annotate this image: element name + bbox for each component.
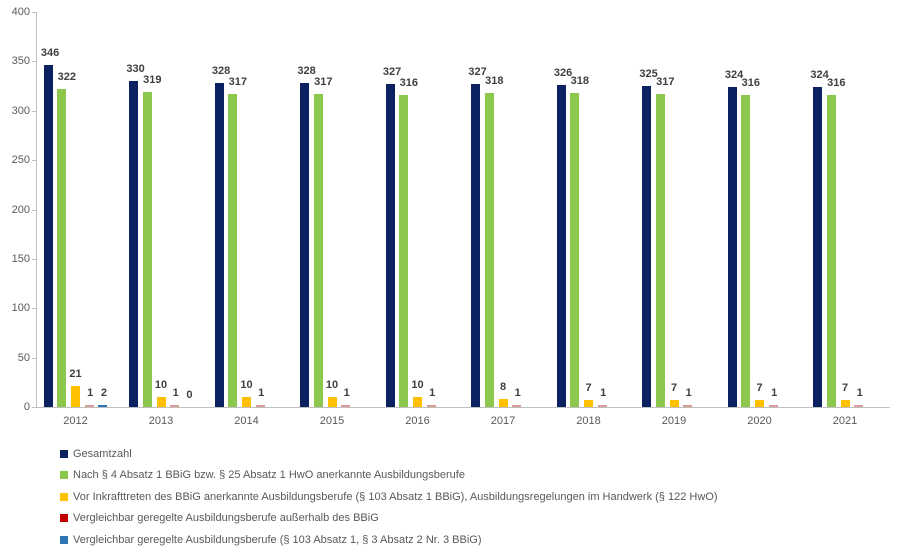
bar: [143, 92, 152, 407]
bar: [841, 400, 850, 407]
bar-value-label: 330: [126, 63, 145, 75]
legend-item: [60, 508, 717, 530]
bar-value-label: 1: [514, 387, 521, 399]
x-axis-category-label: 2017: [490, 415, 516, 427]
bar: [215, 83, 224, 407]
y-axis-tick: [32, 259, 36, 260]
bar: [242, 397, 251, 407]
y-axis-tick: [32, 160, 36, 161]
bar-value-label: 326: [553, 67, 573, 79]
y-axis-tick-label: 250: [11, 154, 30, 167]
bar: [386, 84, 395, 407]
bar-value-label: 317: [228, 76, 247, 88]
bar: [256, 405, 265, 407]
bar: [413, 397, 422, 407]
bar-value-label: 316: [399, 77, 418, 89]
bar: [300, 83, 309, 407]
bar: [557, 85, 566, 407]
bar-value-label: 2: [100, 387, 107, 399]
bar: [328, 397, 337, 407]
bar: [656, 94, 665, 407]
bar-value-label: 328: [297, 65, 316, 77]
bar: [769, 405, 778, 407]
legend-item: [60, 529, 717, 551]
bar-value-label: 319: [143, 74, 162, 86]
bar: [642, 86, 651, 407]
bar-value-label: 316: [827, 77, 846, 89]
bar-value-label: 1: [172, 387, 179, 399]
bar-value-label: 318: [570, 75, 589, 87]
y-axis-tick-label: 350: [11, 55, 30, 68]
x-axis-category-label: 2013: [148, 415, 174, 427]
bar: [741, 95, 750, 407]
bar: [85, 405, 94, 407]
bar-value-label: 7: [585, 382, 592, 394]
legend-item: [60, 465, 717, 487]
y-axis-tick-label: 400: [11, 6, 30, 18]
bar: [314, 94, 323, 407]
y-axis-line: [36, 12, 37, 408]
y-axis-tick-label: 200: [11, 203, 30, 216]
bar: [755, 400, 764, 407]
x-axis-category-label: 2015: [319, 415, 345, 427]
bar-value-label: 10: [154, 379, 168, 391]
bar: [813, 87, 822, 407]
bar: [499, 399, 508, 407]
legend-label: Gesamtzahl: [73, 447, 132, 460]
bar: [728, 87, 737, 407]
x-axis-category-label: 2014: [234, 415, 259, 427]
x-axis-category-label: 2018: [576, 415, 601, 427]
bar-value-label: 1: [600, 387, 607, 399]
legend-swatch: [60, 493, 68, 501]
bar: [570, 93, 579, 407]
bar-value-label: 10: [240, 379, 253, 391]
bar: [44, 65, 53, 407]
bar: [598, 405, 607, 407]
legend-label: Vergleichbar geregelte Ausbildungsberufe außerhalb des BBiG: [73, 512, 379, 525]
legend-label: Nach § 4 Absatz 1 BBiG bzw. § 25 Absatz 1 HwO anerkannte Ausbildungsberufe: [73, 469, 465, 482]
bar-value-label: 1: [429, 387, 436, 399]
legend-swatch: [60, 536, 68, 544]
bar-value-label: 10: [411, 379, 424, 391]
bar-value-label: 324: [724, 69, 744, 81]
bar: [170, 405, 179, 407]
bar: [584, 400, 593, 407]
bar-value-label: 0: [186, 389, 193, 401]
y-axis-tick: [32, 12, 36, 13]
x-axis-line: [36, 407, 890, 408]
y-axis-tick-label: 300: [11, 104, 30, 117]
bar-value-label: 316: [741, 77, 760, 89]
bar-value-label: 10: [325, 379, 339, 391]
bar-value-label: 327: [468, 66, 487, 78]
bar-value-label: 1: [685, 387, 692, 399]
y-axis-tick-label: 0: [23, 401, 30, 413]
bar: [827, 95, 836, 407]
bar: [399, 95, 408, 407]
bar: [228, 94, 237, 407]
y-axis-tick: [32, 111, 36, 112]
bar-value-label: 1: [87, 387, 94, 399]
y-axis-tick-label: 150: [11, 252, 30, 265]
bar: [683, 405, 692, 407]
bar-value-label: 346: [40, 47, 60, 59]
legend-item: [60, 486, 717, 508]
bar: [512, 405, 521, 407]
y-axis-tick: [32, 61, 36, 62]
bar: [854, 405, 863, 407]
bar-value-label: 1: [258, 387, 265, 399]
y-axis-tick: [32, 210, 36, 211]
y-axis-tick: [32, 407, 36, 408]
bar-value-label: 318: [485, 75, 504, 87]
bar: [98, 405, 107, 407]
bar-value-label: 7: [756, 382, 763, 394]
legend: [60, 443, 717, 551]
x-axis-category-label: 2019: [661, 415, 687, 427]
x-axis-category-label: 2016: [405, 415, 430, 427]
legend-swatch: [60, 514, 68, 522]
bar-value-label: 1: [771, 387, 778, 399]
x-axis-category-label: 2021: [832, 415, 858, 427]
bar-value-label: 8: [499, 381, 507, 393]
y-axis-tick-label: 100: [11, 302, 30, 315]
x-axis-category-label: 2012: [63, 415, 88, 427]
bar-value-label: 328: [211, 65, 231, 77]
bar: [57, 89, 66, 407]
y-axis-tick-label: 50: [17, 351, 30, 364]
legend-label: Vor Inkrafttreten des BBiG anerkannte Ausbildungsberufe (§ 103 Absatz 1 BBiG), Ausbildungsregelungen im Handwerk (§ 122 HwO): [73, 490, 718, 503]
y-axis-tick: [32, 308, 36, 309]
bar: [485, 93, 494, 407]
bar-value-label: 317: [314, 76, 333, 88]
bar-value-label: 327: [382, 66, 402, 78]
bar-value-label: 1: [343, 387, 350, 399]
legend-swatch: [60, 450, 68, 458]
bar-value-label: 322: [57, 71, 76, 83]
bar-value-label: 21: [69, 368, 82, 380]
bar-value-label: 7: [670, 382, 678, 394]
bar: [341, 405, 350, 407]
bar: [129, 81, 138, 407]
bar-value-label: 1: [856, 387, 863, 399]
bar: [670, 400, 679, 407]
y-axis-tick: [32, 358, 36, 359]
bar-value-label: 324: [810, 69, 829, 81]
bar-value-label: 7: [841, 382, 849, 394]
bar: [71, 386, 80, 407]
bar-value-label: 325: [639, 68, 658, 80]
bar: [157, 397, 166, 407]
x-axis-category-label: 2020: [747, 415, 772, 427]
bar: [427, 405, 436, 407]
bar: [471, 84, 480, 407]
bar-value-label: 317: [656, 76, 675, 88]
legend-item: [60, 443, 717, 465]
legend-label: Vergleichbar geregelte Ausbildungsberufe (§ 103 Absatz 1, § 3 Absatz 2 Nr. 3 BBiG): [73, 533, 482, 546]
legend-swatch: [60, 471, 68, 479]
